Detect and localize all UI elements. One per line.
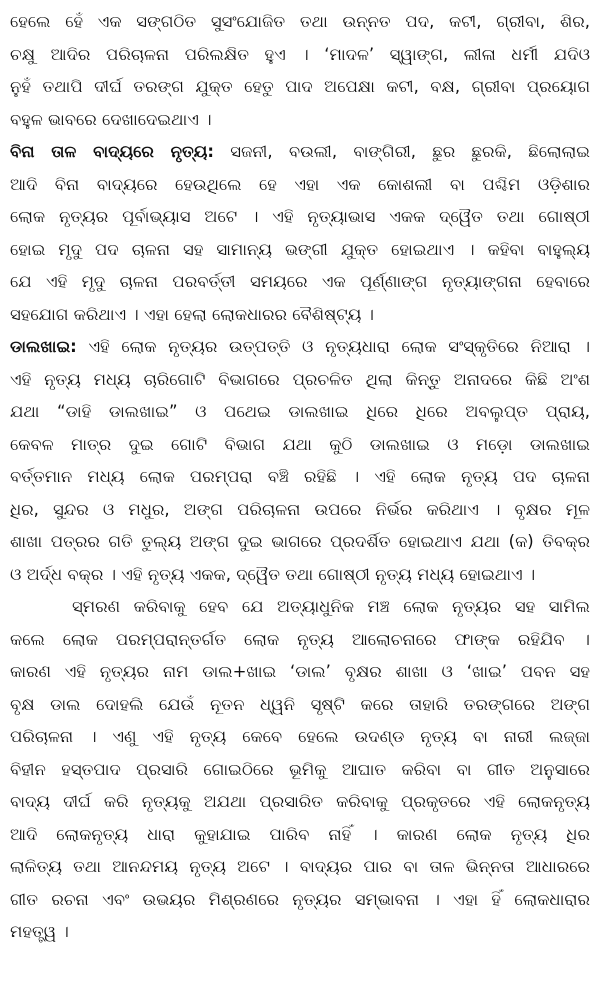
text-line: କାରଣ ଏହି ନୃତ୍ୟର ନାମ ଡାଲ+ଖାଇ ‘ଡାଲ’ ବୃକ୍ଷର ଶାଖା ଓ ‘ଖାଇ’ ପବନ ସହ: [10, 662, 590, 681]
text-line: ଶାଖା ପତ୍ରର ଗତି ତୁଲ୍ୟ ଅଙ୍ଗ ଦୁଇ ଭାଗରେ ପ୍ରଦର୍ଶିତ ହୋଇଥାଏ ଯଥା (କ) ତିବକ୍ର: [10, 532, 590, 551]
text-line: ବୃକ୍ଷ ଡାଲ ଦୋହଲି ଯେଉଁ ନୂତନ ଧ୍ୱନି ସୃଷ୍ଟି କରେ ତାହାରି ତରଙ୍ଗରେ ଅଙ୍ଗ: [10, 694, 590, 714]
section-heading: ବିନା ତାଳ ବାଦ୍ୟରେ ନୃତ୍ୟ:: [10, 142, 214, 161]
text-line: କଲେ ଲୋକ ପରମ୍ପରାନ୍ତର୍ଗତ ଲୋକ ନୃତ୍ୟ ଆଲୋଚନାରେ ଫାଙ୍କ ରହିଯିବ ।: [10, 629, 590, 649]
text-line: ବାଦ୍ୟ ଦୀର୍ଘ କରି ନୃତ୍ୟକୁ ଅଯଥା ପ୍ରସାରିତ କରିବାକୁ ପ୍ରକୃତରେ ଏହି ଲୋକନୃତ୍ୟ: [10, 792, 590, 811]
text-line: ଲାଳିତ୍ୟ ତଥା ଆନନ୍ଦମୟ ନୃତ୍ୟ ଅଟେ । ବାଦ୍ୟର ପାର ବା ତାଳ ଭିନ୍ନତା ଆଧାରରେ: [10, 857, 590, 876]
text-line: ଚକ୍ଷୁ ଆଦିର ପରିଚାଳନା ପରିଲକ୍ଷିତ ହୁଏ । ‘ମାଦଳ’ ସ୍ୱାଙ୍ଗ, ଲୀଳା ଧର୍ମୀ ଯଦିଓ: [10, 44, 590, 64]
text-line-rest: ସଜନୀ, ବଉଲୀ, ବାଙ୍ଗିରୀ, ଛୁର ଛୁରକି, ଛିଲୋଲାଇ: [213, 142, 590, 161]
text-line: ଏହି ନୃତ୍ୟ ମଧ୍ୟ ଚାରିଗୋଟି ବିଭାଗରେ ପ୍ରଚଳିତ ଥିଲା କିନ୍ତୁ ଅନାଦରେ କିଛି ଅଂଶ: [10, 369, 590, 389]
text-line: ବହୁଳ ଭାବରେ ଦେଖାଦେଇଥାଏ ।: [10, 109, 212, 129]
section-heading: ଡାଲଖାଇ:: [10, 337, 77, 356]
text-line: ଓ ଅର୍ଦ୍ଧ ବକ୍ର । ଏହି ନୃତ୍ୟ ଏକକ, ଦ୍ୱୈତ ତଥା ଗୋଷ୍ଠୀ ନୃତ୍ୟ ମଧ୍ୟ ହୋଇଥାଏ ।: [10, 564, 536, 584]
text-line: ସହଯୋଗ କରିଥାଏ । ଏହା ହେଲା ଲୋକଧାରର ବୈଶିଷ୍ଟ୍ୟ ।: [10, 304, 374, 324]
text-line: କେବଳ ମାତ୍ର ଦୁଇ ଗୋଟି ବିଭାଗ ଯଥା କୁଠି ଡାଲଖାଇ ଓ ମଡ଼ୋ ଡାଲଖାଇ: [10, 434, 590, 454]
text-line: [10, 331, 590, 364]
text-line: ଯେ ଏହି ମୃଦୁ ଚାଳନା ପରବର୍ତ୍ତୀ ସମୟରେ ଏକ ପୂର୍ଣ୍ଣାଙ୍ଗ ନୃତ୍ୟାଙ୍ଗନା ହେବାରେ: [10, 272, 590, 291]
text-line: [10, 136, 590, 169]
text-line: ବିହୀନ ହସ୍ତପାଦ ପ୍ରସାରି ଗୋଇଠିରେ ଭୂମିକୁ ଆଘାତ କରିବା ବା ଗୀତ ଅନୁସାରେ: [10, 759, 590, 779]
paragraph-intro: [10, 6, 590, 136]
document-page: [10, 6, 590, 982]
text-line: ମହତ୍ତ୍ୱ ।: [10, 922, 69, 941]
text-line: ହେଲେ ହେଁ ଏକ ସଙ୍ଗଠିତ ସୁସଂଯୋଜିତ ତଥା ଉନ୍ନତ ପଦ, କଟୀ, ଗ୍ରୀବା, ଶିର,: [10, 12, 590, 31]
text-line: ବର୍ତ୍ତମାନ ମଧ୍ୟ ଲୋକ ପରମ୍ପରା ବଞ୍ଚି ରହିଛି । ଏହି ଲୋକ ନୃତ୍ୟ ପଦ ଚାଳନା: [10, 467, 590, 486]
paragraph-dalkhai: [10, 331, 590, 591]
text-line: ଆଦି ବିନା ବାଦ୍ୟରେ ହେଉଥିଲେ ହେ ଏହା ଏକ କୋଶଲୀ ବା ପଶ୍ଚିମ ଓଡ଼ିଶାର: [10, 174, 590, 194]
text-line: ସ୍ମରଣ କରିବାକୁ ହେବ ଯେ ଅତ୍ୟାଧୁନିକ ମଞ୍ଚ ଲୋକ ନୃତ୍ୟର ସହ ସାମିଲ: [72, 597, 590, 616]
text-line: ଆଦି ଲୋକନୃତ୍ୟ ଧାରା କୁହାଯାଇ ପାରିବ ନାହିଁ । କାରଣ ଲୋକ ନୃତ୍ୟ ଧିର: [10, 824, 590, 844]
text-line: ଧିର, ସୁନ୍ଦର ଓ ମଧୁର, ଅଙ୍ଗ ପରିଚାଳନା ଉପରେ ନିର୍ଭର କରିଥାଏ । ବୃକ୍ଷର ମୂଳ: [10, 499, 590, 519]
text-line-rest: ଏହି ଲୋକ ନୃତ୍ୟର ଉତ୍ପତ୍ତି ଓ ନୃତ୍ୟଧାରା ଲୋକ ସଂସ୍କୃତିରେ ନିଆରା ।: [76, 337, 590, 356]
text-line: ଲୋକ ନୃତ୍ୟର ପୂର୍ବାଭ୍ୟାସ ଅଟେ । ଏହି ନୃତ୍ୟାଭାସ ଏକକ ଦ୍ୱୈତ ତଥା ଗୋଷ୍ଠୀ: [10, 207, 590, 226]
text-line: ପରିଚାଳନା । ଏଣୁ ଏହି ନୃତ୍ୟ କେବେ ହେଲେ ଉଦଣ୍ଡ ନୃତ୍ୟ ବା ନାରୀ ଲଜ୍ଜା: [10, 727, 590, 746]
text-line: ଯଥା “ଡାହି ଡାଲଖାଇ” ଓ ପଥେଇ ଡାଲଖାଇ ଧିରେ ଧିରେ ଅବଲୁପ୍ତ ପ୍ରାୟ,: [10, 402, 590, 421]
paragraph-dance-without-rhythm: [10, 136, 590, 331]
text-line: ନୁହଁ ତଥାପି ଦୀର୍ଘ ତରଙ୍ଗ ଯୁକ୍ତ ହେତୁ ପାଦ ଅପେକ୍ଷା କଟୀ, ବକ୍ଷ, ଗ୍ରୀବା ପ୍ରୟୋଗ: [10, 77, 590, 96]
text-line: ଗୀତ ରଚନା ଏବଂ ଉଭୟର ମିଶ୍ରଣରେ ନୃତ୍ୟର ସମ୍ଭାବନା । ଏହା ହିଁ ଲୋକଧାରାର: [10, 889, 590, 909]
paragraph-remember: [10, 591, 590, 949]
text-line: ହୋଇ ମୃଦୁ ପଦ ଚାଳନା ସହ ସାମାନ୍ୟ ଭଙ୍ଗୀ ଯୁକ୍ତ ହୋଇଥାଏ । କହିବା ବାହୁଲ୍ୟ: [10, 239, 590, 259]
